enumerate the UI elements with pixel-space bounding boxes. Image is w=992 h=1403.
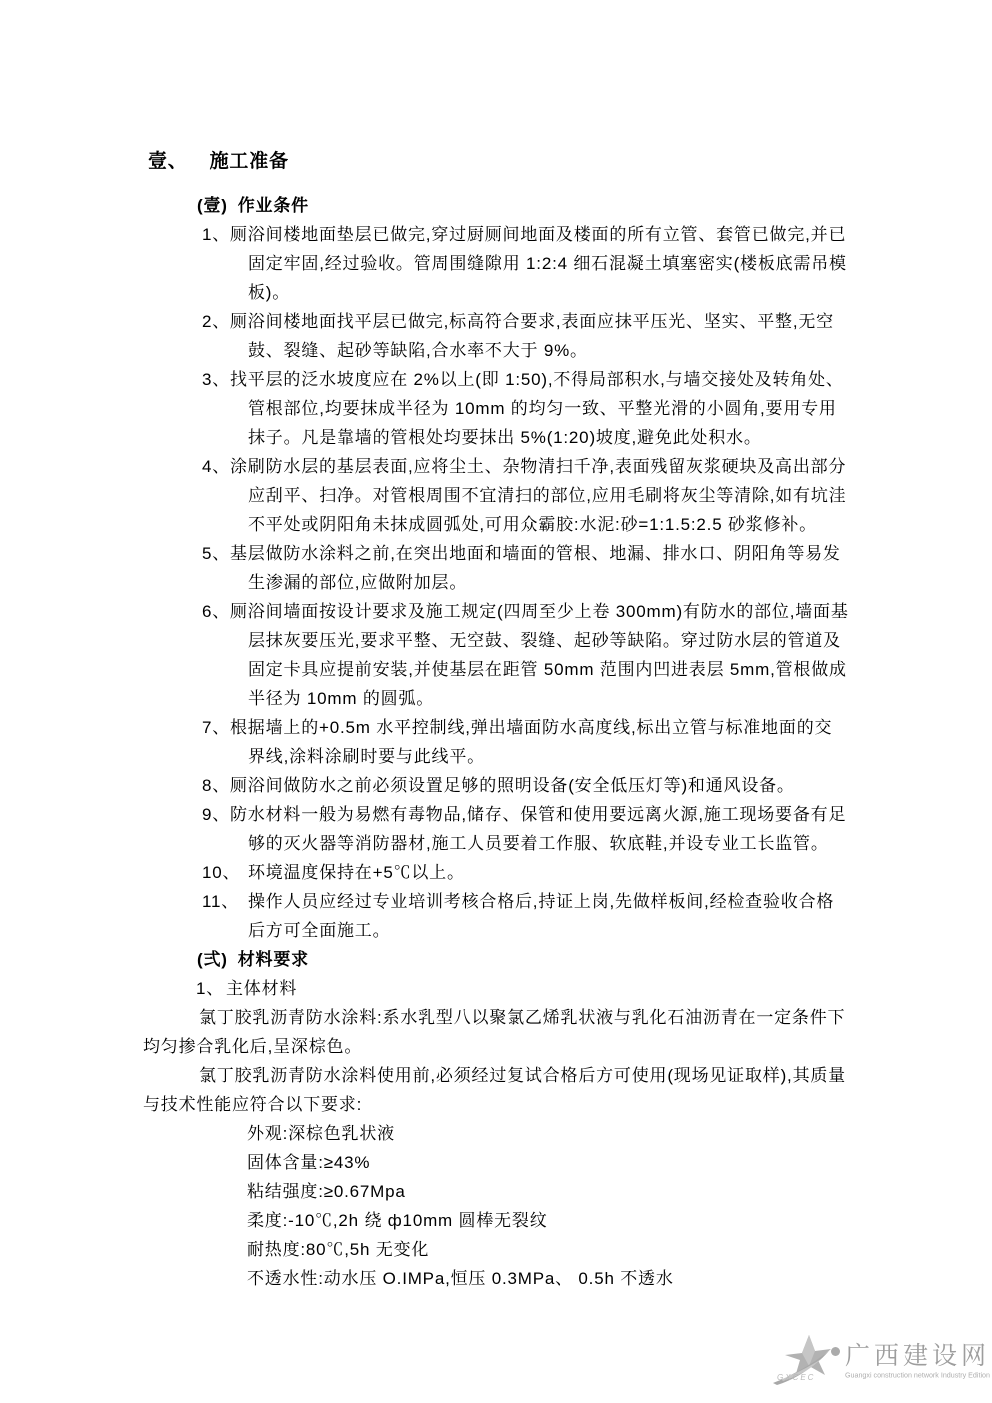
- item-number: 9、: [202, 805, 231, 824]
- item-text: 基层做防水涂料之前,在突出地面和墙面的管根、地漏、排水口、阴阳角等易发生渗漏的部位,应做附加层。: [230, 544, 841, 592]
- spec-impermeability: 不透水性:动水压 O.IMPa,恒压 0.3MPa、 0.5h 不透水: [247, 1269, 674, 1288]
- sub-list-item: [196, 974, 853, 1003]
- list-item: [202, 771, 850, 800]
- item-number: 11、: [202, 892, 240, 911]
- item-text: 操作人员应经过专业培训考核合格后,持证上岗,先做样板间,经检查验收合格后方可全面施工。: [248, 892, 835, 940]
- star-logo-icon: [771, 1333, 839, 1391]
- body-paragraph: 氯丁胶乳沥青防水涂料使用前,必须经过复试合格后方可使用(现场见证取样),其质量与技术性能应符合以下要求:: [143, 1066, 846, 1114]
- list-item: [202, 858, 850, 887]
- list-item: [202, 887, 850, 945]
- item-number: 3、: [202, 370, 231, 389]
- section-number: (壹): [197, 196, 228, 215]
- watermark-text-block: [845, 1343, 991, 1381]
- section-heading-work-conditions: [197, 191, 853, 220]
- list-item: [202, 713, 850, 771]
- item-number: 2、: [202, 312, 231, 331]
- item-text: 主体材料: [226, 979, 298, 998]
- item-number: 4、: [202, 457, 231, 476]
- item-number: 1、: [202, 225, 231, 244]
- section-heading-material-requirements: [197, 945, 853, 974]
- spec-appearance: 外观:深棕色乳状液: [247, 1124, 395, 1143]
- item-number: 8、: [202, 776, 231, 795]
- section-label: 作业条件: [237, 196, 309, 215]
- watermark-logo-caption: GXCEC: [777, 1373, 816, 1382]
- list-item: [202, 452, 850, 539]
- watermark-dot-icon: [831, 1347, 840, 1356]
- item-text: 厕浴间做防水之前必须设置足够的照明设备(安全低压灯等)和通风设备。: [230, 776, 795, 795]
- document-content: [143, 149, 853, 1293]
- item-text: 厕浴间墙面按设计要求及施工规定(四周至少上卷 300mm)有防水的部位,墙面基层抹灰要压光,要求平整、无空鼓、裂缝、起砂等缺陷。穿过防水层的管道及固定卡具应提前安装,并使基层在距管 50mm 范围内凹进表层 5mm,管根做成半径为 10mm 的圆弧。: [230, 602, 849, 708]
- section-label: 材料要求: [237, 950, 309, 969]
- item-text: 涂刷防水层的基层表面,应将尘土、杂物清扫千净,表面残留灰浆硬块及高出部分应刮平、扫净。对管根周围不宜清扫的部位,应用毛刷将灰尘等清除,如有坑洼不平处或阴阳角未抹成圆弧处,可用众霸胶:水泥:砂=1:1.5:2.5 砂浆修补。: [230, 457, 847, 534]
- list-item: [202, 597, 850, 713]
- item-number: 7、: [202, 718, 231, 737]
- item-text: 环境温度保持在+5℃以上。: [248, 863, 465, 882]
- spec-bond-strength: 粘结强度:≥0.67Mpa: [247, 1182, 406, 1201]
- list-item: [202, 307, 850, 365]
- watermark: [769, 1327, 991, 1395]
- title-number: 壹、: [148, 151, 188, 172]
- item-text: 根据墙上的+0.5m 水平控制线,弹出墙面防水高度线,标出立管与标准地面的交界线,涂料涂刷时要与此线平。: [230, 718, 833, 766]
- item-number: 1、: [196, 979, 225, 998]
- title-text: 施工准备: [209, 151, 289, 172]
- body-paragraph: 氯丁胶乳沥青防水涂料:系水乳型八以聚氯乙烯乳状液与乳化石油沥青在一定条件下均匀掺合乳化后,呈深棕色。: [143, 1008, 846, 1056]
- item-number: 5、: [202, 544, 231, 563]
- watermark-subtitle: Guangxi construction network Industry Edition: [845, 1371, 990, 1380]
- item-number: 10、: [202, 863, 241, 882]
- list-item: [202, 365, 850, 452]
- list-item: [202, 539, 850, 597]
- watermark-title: 广西建设网: [845, 1343, 991, 1370]
- item-text: 厕浴间楼地面垫层已做完,穿过厨厕间地面及楼面的所有立管、套管已做完,并已固定牢固,经过验收。管周围缝隙用 1:2:4 细石混凝土填塞密实(楼板底需吊模板)。: [230, 225, 847, 302]
- list-item: [202, 220, 850, 307]
- list-item: [202, 800, 850, 858]
- page-title: [148, 149, 853, 175]
- item-number: 6、: [202, 602, 231, 621]
- spec-heat-resistance: 耐热度:80℃,5h 无变化: [247, 1240, 430, 1259]
- item-text: 找平层的泛水坡度应在 2%以上(即 1:50),不得局部积水,与墙交接处及转角处、管根部位,均要抹成半径为 10mm 的均匀一致、平整光滑的小圆角,要用专用抹子。凡是靠墙的管根处均要抹出 5%(1:20)坡度,避免此处积水。: [230, 370, 844, 447]
- item-text: 防水材料一般为易燃有毒物品,储存、保管和使用要远离火源,施工现场要备有足够的灭火器等消防器材,施工人员要着工作服、软底鞋,并设专业工长监管。: [230, 805, 847, 853]
- section-number: (弍): [197, 950, 228, 969]
- spec-solid-content: 固体含量:≥43%: [247, 1153, 371, 1172]
- item-text: 厕浴间楼地面找平层已做完,标高符合要求,表面应抹平压光、坚实、平整,无空鼓、裂缝、起砂等缺陷,合水率不大于 9%。: [230, 312, 834, 360]
- spec-flexibility: 柔度:-10℃,2h 绕 ф10mm 圆棒无裂纹: [247, 1211, 548, 1230]
